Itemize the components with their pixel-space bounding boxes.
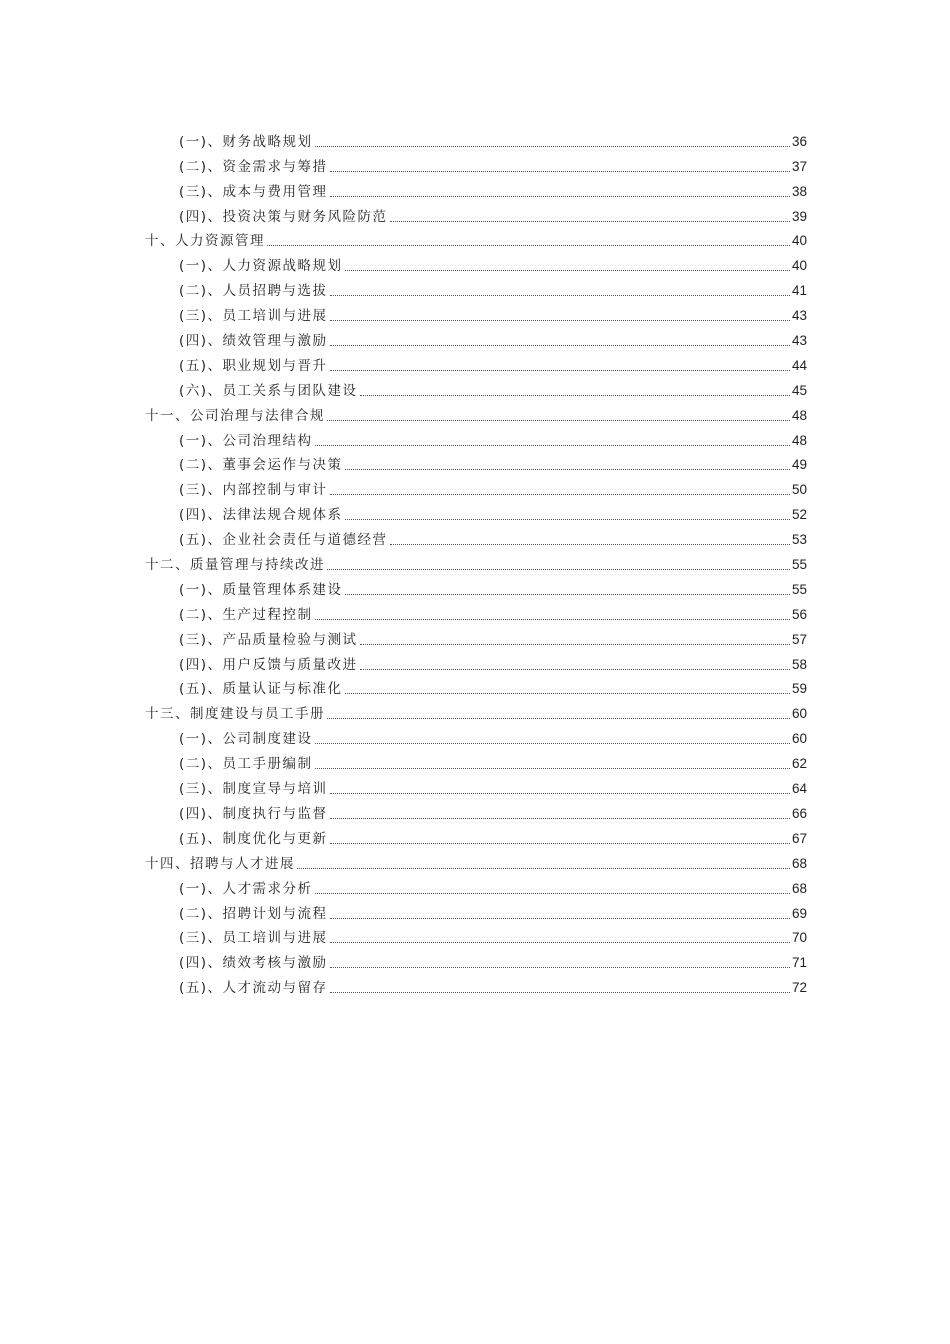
toc-entry-title: (一)、质量管理体系建设 [179, 581, 343, 598]
toc-entry-title: (一)、财务战略规划 [179, 133, 313, 150]
toc-page-number: 55 [791, 557, 807, 573]
toc-page-number: 48 [791, 407, 807, 423]
toc-dot-leader [327, 569, 790, 570]
toc-dot-leader [330, 320, 790, 321]
toc-section-entry[interactable] [145, 972, 807, 997]
toc-section-entry[interactable] [145, 300, 807, 325]
toc-section-entry[interactable] [145, 474, 807, 499]
toc-section-entry[interactable] [145, 126, 807, 151]
toc-entry-title: (四)、投资决策与财务风险防范 [179, 208, 388, 225]
toc-dot-leader [360, 395, 790, 396]
toc-section-entry[interactable] [145, 674, 807, 699]
toc-dot-leader [330, 345, 790, 346]
toc-section-entry[interactable] [145, 723, 807, 748]
toc-section-entry[interactable] [145, 450, 807, 475]
toc-dot-leader [330, 818, 790, 819]
toc-page-number: 70 [791, 930, 807, 946]
toc-section-entry[interactable] [145, 425, 807, 450]
toc-entry-title: (二)、招聘计划与流程 [179, 905, 328, 922]
toc-section-entry[interactable] [145, 574, 807, 599]
toc-dot-leader [330, 171, 790, 172]
toc-section-entry[interactable] [145, 873, 807, 898]
toc-dot-leader [345, 519, 790, 520]
toc-entry-title: (二)、生产过程控制 [179, 606, 313, 623]
toc-section-entry[interactable] [145, 649, 807, 674]
toc-page-number: 60 [791, 706, 807, 722]
toc-dot-leader [327, 718, 790, 719]
toc-entry-title: (三)、员工培训与进展 [179, 930, 328, 947]
toc-entry-title: (三)、内部控制与审计 [179, 482, 328, 499]
toc-dot-leader [330, 196, 790, 197]
toc-page-number: 41 [791, 283, 807, 299]
toc-dot-leader [330, 918, 790, 919]
toc-entry-title: (四)、法律法规合规体系 [179, 507, 343, 524]
toc-section-entry[interactable] [145, 624, 807, 649]
toc-chapter-entry[interactable] [145, 698, 807, 723]
toc-chapter-entry[interactable] [145, 549, 807, 574]
toc-section-entry[interactable] [145, 201, 807, 226]
toc-entry-title: (二)、人员招聘与选拔 [179, 283, 328, 300]
toc-entry-title: (二)、资金需求与筹措 [179, 158, 328, 175]
toc-entry-title: 十、人力资源管理 [145, 233, 265, 250]
toc-section-entry[interactable] [145, 151, 807, 176]
toc-chapter-entry[interactable] [145, 848, 807, 873]
toc-section-entry[interactable] [145, 898, 807, 923]
toc-page-number: 59 [791, 681, 807, 697]
toc-page-number: 71 [791, 955, 807, 971]
toc-entry-title: (六)、员工关系与团队建设 [179, 382, 358, 399]
toc-page-number: 53 [791, 532, 807, 548]
toc-page-number: 64 [791, 781, 807, 797]
toc-section-entry[interactable] [145, 499, 807, 524]
toc-dot-leader [315, 743, 790, 744]
toc-dot-leader [315, 893, 790, 894]
toc-dot-leader [315, 445, 790, 446]
toc-page-number: 52 [791, 507, 807, 523]
toc-dot-leader [315, 768, 790, 769]
toc-page-number: 62 [791, 756, 807, 772]
toc-dot-leader [345, 270, 790, 271]
toc-dot-leader [330, 967, 790, 968]
toc-dot-leader [345, 469, 790, 470]
toc-dot-leader [360, 644, 790, 645]
toc-dot-leader [360, 669, 790, 670]
toc-page-number: 40 [791, 258, 807, 274]
toc-entry-title: (三)、成本与费用管理 [179, 183, 328, 200]
toc-page-number: 68 [791, 855, 807, 871]
toc-entry-title: 十四、招聘与人才进展 [145, 855, 295, 872]
toc-entry-title: (五)、质量认证与标准化 [179, 681, 343, 698]
toc-page-number: 43 [791, 333, 807, 349]
toc-page-number: 44 [791, 357, 807, 373]
toc-section-entry[interactable] [145, 599, 807, 624]
toc-section-entry[interactable] [145, 275, 807, 300]
toc-page-number: 66 [791, 805, 807, 821]
toc-entry-title: (五)、制度优化与更新 [179, 830, 328, 847]
toc-section-entry[interactable] [145, 823, 807, 848]
toc-page-number: 69 [791, 905, 807, 921]
toc-page-number: 40 [791, 233, 807, 249]
toc-dot-leader [327, 420, 790, 421]
toc-entry-title: 十一、公司治理与法律合规 [145, 407, 325, 424]
toc-entry-title: (一)、公司制度建设 [179, 731, 313, 748]
toc-page-number: 68 [791, 880, 807, 896]
toc-dot-leader [315, 146, 790, 147]
toc-entry-title: (一)、公司治理结构 [179, 432, 313, 449]
toc-section-entry[interactable] [145, 947, 807, 972]
toc-page-number: 49 [791, 457, 807, 473]
toc-dot-leader [390, 544, 790, 545]
toc-section-entry[interactable] [145, 375, 807, 400]
toc-section-entry[interactable] [145, 350, 807, 375]
toc-section-entry[interactable] [145, 798, 807, 823]
toc-page-number: 50 [791, 482, 807, 498]
toc-dot-leader [330, 295, 790, 296]
toc-dot-leader [330, 370, 790, 371]
toc-section-entry[interactable] [145, 773, 807, 798]
toc-section-entry[interactable] [145, 250, 807, 275]
toc-entry-title: (三)、制度宣导与培训 [179, 781, 328, 798]
toc-entry-title: (四)、绩效管理与激励 [179, 333, 328, 350]
toc-dot-leader [297, 868, 790, 869]
toc-section-entry[interactable] [145, 748, 807, 773]
toc-entry-title: (三)、产品质量检验与测试 [179, 631, 358, 648]
toc-section-entry[interactable] [145, 923, 807, 948]
toc-page-number: 39 [791, 208, 807, 224]
toc-page-number: 55 [791, 581, 807, 597]
toc-chapter-entry[interactable] [145, 226, 807, 251]
toc-dot-leader [330, 494, 790, 495]
toc-dot-leader [330, 793, 790, 794]
toc-dot-leader [330, 843, 790, 844]
toc-dot-leader [315, 619, 790, 620]
toc-entry-title: (二)、董事会运作与决策 [179, 457, 343, 474]
toc-section-entry[interactable] [145, 176, 807, 201]
table-of-contents [145, 126, 807, 997]
toc-entry-title: (四)、绩效考核与激励 [179, 955, 328, 972]
toc-entry-title: (二)、员工手册编制 [179, 756, 313, 773]
toc-dot-leader [330, 992, 790, 993]
toc-page-number: 58 [791, 656, 807, 672]
toc-dot-leader [267, 245, 790, 246]
toc-entry-title: (四)、用户反馈与质量改进 [179, 656, 358, 673]
toc-entry-title: (一)、人才需求分析 [179, 880, 313, 897]
toc-page-number: 57 [791, 631, 807, 647]
toc-dot-leader [330, 942, 790, 943]
toc-entry-title: (五)、人才流动与留存 [179, 980, 328, 997]
toc-dot-leader [390, 221, 790, 222]
toc-page-number: 56 [791, 606, 807, 622]
toc-section-entry[interactable] [145, 524, 807, 549]
toc-page-number: 38 [791, 183, 807, 199]
toc-page-number: 36 [791, 133, 807, 149]
toc-page-number: 45 [791, 382, 807, 398]
toc-dot-leader [345, 594, 790, 595]
toc-entry-title: (五)、企业社会责任与道德经营 [179, 532, 388, 549]
toc-entry-title: (四)、制度执行与监督 [179, 805, 328, 822]
toc-page-number: 48 [791, 432, 807, 448]
toc-chapter-entry[interactable] [145, 400, 807, 425]
toc-entry-title: (三)、员工培训与进展 [179, 308, 328, 325]
toc-entry-title: (五)、职业规划与晋升 [179, 357, 328, 374]
toc-entry-title: (一)、人力资源战略规划 [179, 258, 343, 275]
toc-section-entry[interactable] [145, 325, 807, 350]
toc-dot-leader [345, 693, 790, 694]
toc-page-number: 37 [791, 158, 807, 174]
toc-entry-title: 十三、制度建设与员工手册 [145, 706, 325, 723]
toc-page-number: 72 [791, 980, 807, 996]
toc-page-number: 60 [791, 731, 807, 747]
toc-entry-title: 十二、质量管理与持续改进 [145, 557, 325, 574]
toc-page-number: 43 [791, 308, 807, 324]
toc-page-number: 67 [791, 830, 807, 846]
